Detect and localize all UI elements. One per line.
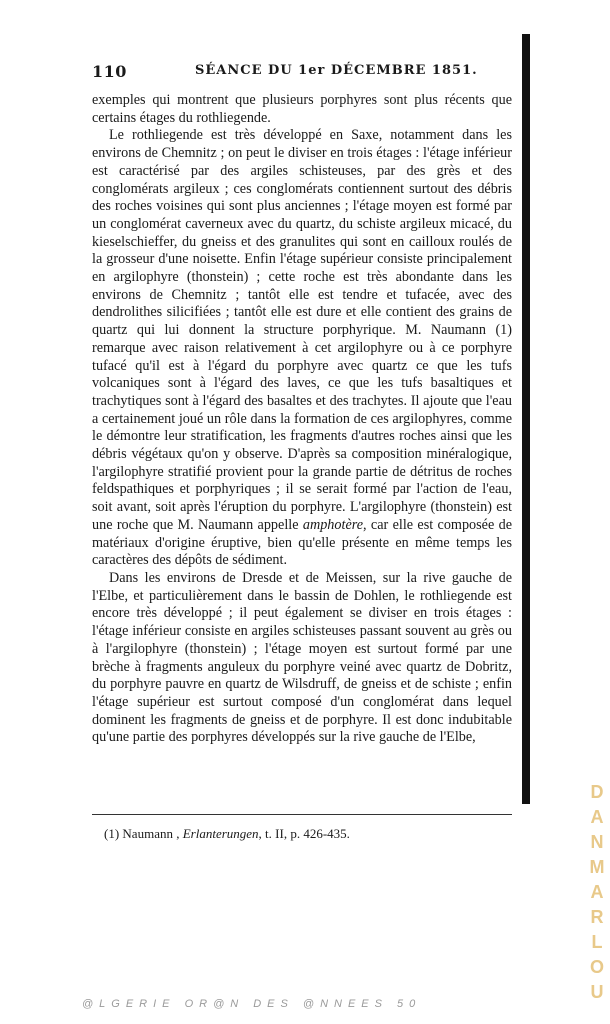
footnote-author: Naumann ,: [122, 826, 180, 841]
paragraph-tail: , car elle est composée de matériaux d'origine éruptive, bien qu'elle présente en même temps les caractères des dépôts de sédiment.: [92, 516, 513, 569]
term-amphotere: amphotère: [302, 516, 364, 533]
paragraph-continuation: exemples qui montrent que plusieurs porphyres sont plus récents que certains étages du rothliegende.: [92, 92, 512, 126]
footnote-marker: (1): [104, 826, 120, 841]
paragraph-text: Le rothliegende est très développé en Saxe, notamment dans les environs de Chemnitz ; on peut le diviser en trois étages : l'étage inférieur est caractérisé par des argiles schisteuses, par des grès et des conglomérats argileux ; ces conglomérats contiennent surtout des débris des roches voisines qui sont plus anciennes ; l'étage moyen est formé par un conglomérat caverneux avec du quartz, du schiste argileux micacé, du kieselschieffer, du gneiss et des granulites qui sont en cailloux roulés de la grosseur d'une noisette. Enfin l'étage supérieur consiste principalement en argilophyre (thonstein) ; cette roche est très abondante dans les environs de Chemnitz ; tantôt elle est tendre et tufacée, avec des dendrolithes silicifiées ; tantôt elle est dure et elle contient des grains de quartz qui lui donnent la structure porphyrique. M. Naumann (1) remarque avec raison relativement à cet argilophyre ou à ce porphyre tufacé qu'il est à l'égard du porphyre avec quartz ce que les tufs volcaniques sont à l'égard des laves, ce que les tufs basaltiques et trachytiques sont à l'égard des basaltes et des trachytes. Il ajoute que l'eau a certainement joué un rôle dans la formation de ces argilophyres, comme le démontre leur stratification, les fragments d'autres roches ainsi que les débris végétaux qu'on y observe. D'après sa composition minéralogique, l'argilophyre stratifié provient pour la grande partie de détritus de roches feldspathiques et porphyriques ; il se serait formé par l'action de l'eau, soit avant, soit après l'éruption du porphyre. L'argilophyre (thonstein) est une roche que M. Naumann appelle: [92, 127, 512, 533]
footnote: [104, 826, 524, 842]
page-edge-bar: [522, 34, 530, 804]
footnote-rule: [92, 814, 512, 815]
paragraph-dresde-meissen: Dans les environs de Dresde et de Meissen, sur la rive gauche de l'Elbe, et particulièrement dans le bassin de Dohlen, le rothliegende est encore très développé ; il peut également se diviser en trois étages : l'étage inférieur consiste en argiles schisteuses passant souvent au grès ou à l'argilophyre (thonstein) ; l'étage moyen est surtout formé par une brèche à fragments anguleux du porphyre veiné avec quartz de Dobritz, du porphyre pauvre en quartz de Wilsdruff, de gneiss et de schiste ; enfin l'étage supérieur est surtout composé d'un conglomérat dans lequel dominent les fragments de gneiss et de porphyre. Il est donc indubitable qu'une partie des porphyres développés sur la rive gauche de l'Elbe,: [92, 569, 512, 746]
bottom-watermark: @LGERIE OR@N DES @NNEES 50: [82, 998, 422, 1010]
body-text: [92, 92, 512, 747]
session-title: SÉANCE DU 1er DÉCEMBRE 1851.: [195, 63, 478, 78]
footnote-ref: , t. II, p. 426-435.: [258, 826, 350, 841]
page-number: 110: [92, 62, 127, 81]
page-header: [92, 62, 512, 84]
side-watermark: DANMARLOU: [589, 782, 605, 1002]
paragraph-rothliegende-saxe: [92, 127, 512, 570]
footnote-title: Erlanterungen: [182, 826, 259, 841]
